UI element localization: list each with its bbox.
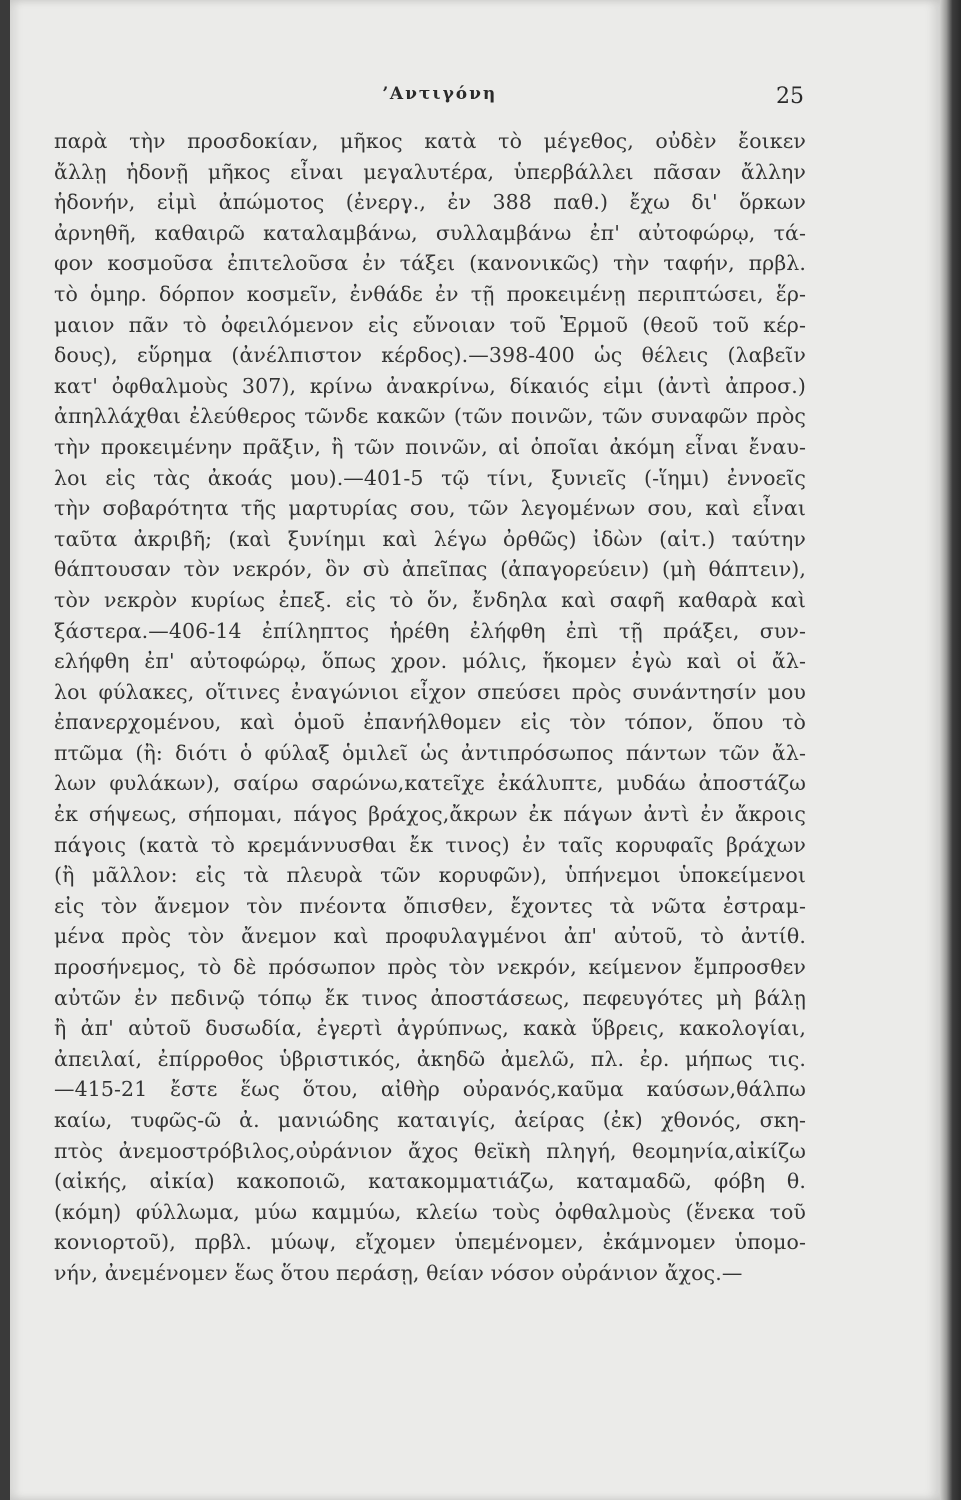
text-line: ταῦτα ἀκριβῆ; (καὶ ξυνίημι καὶ λέγω ὀρθῶς) ἰδὼν (αἰτ.) ταύτην [54,526,806,551]
book-page [10,0,940,1500]
text-line: ξάστερα.—406-14 ἐπίληπτος ἡρέθη ἐλήφθη ἐπὶ τῇ πράξει, συν- [54,618,806,643]
text-line: τὴν σοβαρότητα τῆς μαρτυρίας σου, τῶν λεγομένων σου, καὶ εἶναι [54,496,806,521]
text-line: κατ' ὀφθαλμοὺς 307), κρίνω ἀνακρίνω, δίκαιός εἰμι (ἀντὶ ἀπροσ.) [54,373,806,398]
text-line: πτῶμα (ἢ: διότι ὁ φύλαξ ὁμιλεῖ ὡς ἀντιπρόσωπος πάντων τῶν ἄλ- [54,740,806,765]
page-header [10,78,940,118]
text-line: ἐπανερχομένου, καὶ ὁμοῦ ἐπανήλθομεν εἰς τὸν τόπον, ὅπου τὸ [54,710,806,735]
text-line: τὴν προκειμένην πρᾶξιν, ἢ τῶν ποινῶν, αἱ ὁποῖαι ἀκόμη εἶναι ἔναυ- [54,434,806,459]
text-line: τὸν νεκρὸν κυρίως ἐπεξ. εἰς τὸ ὅν, ἔνδηλα καὶ σαφῆ καθαρὰ καὶ [54,587,806,612]
text-line: αὐτῶν ἐν πεδινῷ τόπῳ ἔκ τινος ἀποστάσεως, πεφευγότες μὴ βάλῃ [54,985,806,1010]
text-line: πάγοις (κατὰ τὸ κρεμάννυσθαι ἔκ τινος) ἐν ταῖς κορυφαῖς βράχων [54,832,806,857]
text-line: ἡδονήν, εἰμὶ ἀπώμοτος (ἐνεργ., ἐν 388 παθ.) ἔχω δι' ὅρκων [54,190,806,215]
text-line: ἀπηλλάχθαι ἐλεύθερος τῶνδε κακῶν (τῶν ποινῶν, τῶν συναφῶν πρὸς [54,404,806,429]
text-line: λοι φύλακες, οἵτινες ἐναγώνιοι εἶχον σπεύσει πρὸς συνάντησίν μου [54,679,806,704]
page-edge-shadow [940,0,961,1500]
text-line: μαιον πᾶν τὸ ὀφειλόμενον εἰς εὔνοιαν τοῦ Ἑρμοῦ (θεοῦ τοῦ κέρ- [54,312,806,337]
text-line: —415-21 ἔστε ἕως ὅτου, αἰθὴρ οὐρανός,καῦμα καύσων,θάλπω [54,1077,806,1102]
text-line: ἄλλῃ ἡδονῇ μῆκος εἶναι μεγαλυτέρα, ὑπερβάλλει πᾶσαν ἄλλην [54,159,806,184]
text-line: καίω, τυφῶς-ῶ ἀ. μανιώδης καταιγίς, ἀείρας (ἐκ) χθονός, σκη- [54,1108,806,1132]
text-line: ἢ ἀπ' αὐτοῦ δυσωδία, ἐγερτὶ ἀγρύπνως, κακὰ ὕβρεις, κακολογίαι, [54,1016,806,1041]
page-number: 25 [776,84,804,109]
text-line: (κόμη) φύλλωμα, μύω καμμύω, κλείω τοὺς ὀφθαλμοὺς (ἕνεκα τοῦ [54,1199,806,1224]
text-line: εἰς τὸν ἄνεμον τὸν πνέοντα ὄπισθεν, ἔχοντες τὰ νῶτα ἐστραμ- [54,893,806,918]
text-line: παρὰ τὴν προσδοκίαν, μῆκος κατὰ τὸ μέγεθος, οὐδὲν ἔοικεν [54,129,806,153]
text-line: ελήφθη ἐπ' αὐτοφώρῳ, ὅπως χρον. μόλις, ἥκομεν ἐγὼ καὶ οἱ ἄλ- [54,649,806,674]
text-line: κονιορτοῦ), πρβλ. μύωψ, εἴχομεν ὑπεμένομεν, ἐκάμνομεν ὑπομο- [54,1230,806,1255]
text-line: θάπτουσαν τὸν νεκρόν, ὃν σὺ ἀπεῖπας (ἀπαγορεύειν) (μὴ θάπτειν), [54,557,806,582]
text-line: τὸ ὁμηρ. δόρπον κοσμεῖν, ἐνθάδε ἐν τῇ προκειμένῃ περιπτώσει, ἕρ- [54,281,806,306]
text-line: (αἰκής, αἰκία) κακοποιῶ, κατακομματιάζω, καταμαδῶ, φόβη θ. [54,1169,806,1194]
running-title: ʼΑντιγόνη [382,84,498,104]
text-line: (ἢ μᾶλλον: εἰς τὰ πλευρὰ τῶν κορυφῶν), ὑπήνεμοι ὑποκείμενοι [54,863,806,888]
text-line: πτὸς ἀνεμοστρόβιλος,οὐράνιον ἄχος θεϊκὴ πληγή, θεομηνία,αἰκίζω [54,1138,806,1163]
text-line: λων φυλάκων), σαίρω σαρώνω,κατεῖχε ἐκάλυπτε, μυδάω ἀποστάζω [54,771,806,796]
text-line: λοι εἰς τὰς ἀκοάς μου).—401-5 τῷ τίνι, ξυνιεῖς (-ἵημι) ἐννοεῖς [54,465,806,490]
text-line: ἀρνηθῆ, καθαιρῶ καταλαμβάνω, συλλαμβάνω ἐπ' αὐτοφώρῳ, τά- [54,220,806,245]
commentary-text [54,126,806,1289]
text-line: νήν, ἀνεμένομεν ἕως ὅτου περάσῃ, θείαν νόσον οὐράνιον ἄχος.— [54,1260,743,1285]
text-line: φον κοσμοῦσα ἐπιτελοῦσα ἐν τάξει (κανονικῶς) τὴν ταφήν, πρβλ. [54,251,806,276]
text-line: δους), εὕρημα (ἀνέλπιστον κέρδος).—398-400 ὡς θέλεις (λαβεῖν [54,343,806,368]
text-line: μένα πρὸς τὸν ἄνεμον καὶ προφυλαγμένοι ἀπ' αὐτοῦ, τὸ ἀντίθ. [54,924,806,949]
text-line: ἀπειλαί, ἐπίρροθος ὑβριστικός, ἀκηδῶ ἀμελῶ, πλ. ἐρ. μήπως τις. [54,1046,806,1071]
text-line: προσήνεμος, τὸ δὲ πρόσωπον πρὸς τὸν νεκρόν, κείμενον ἔμπροσθεν [54,955,806,980]
text-line: ἐκ σήψεως, σήπομαι, πάγος βράχος,ἄκρων ἐκ πάγων ἀντὶ ἐν ἄκροις [54,802,806,827]
